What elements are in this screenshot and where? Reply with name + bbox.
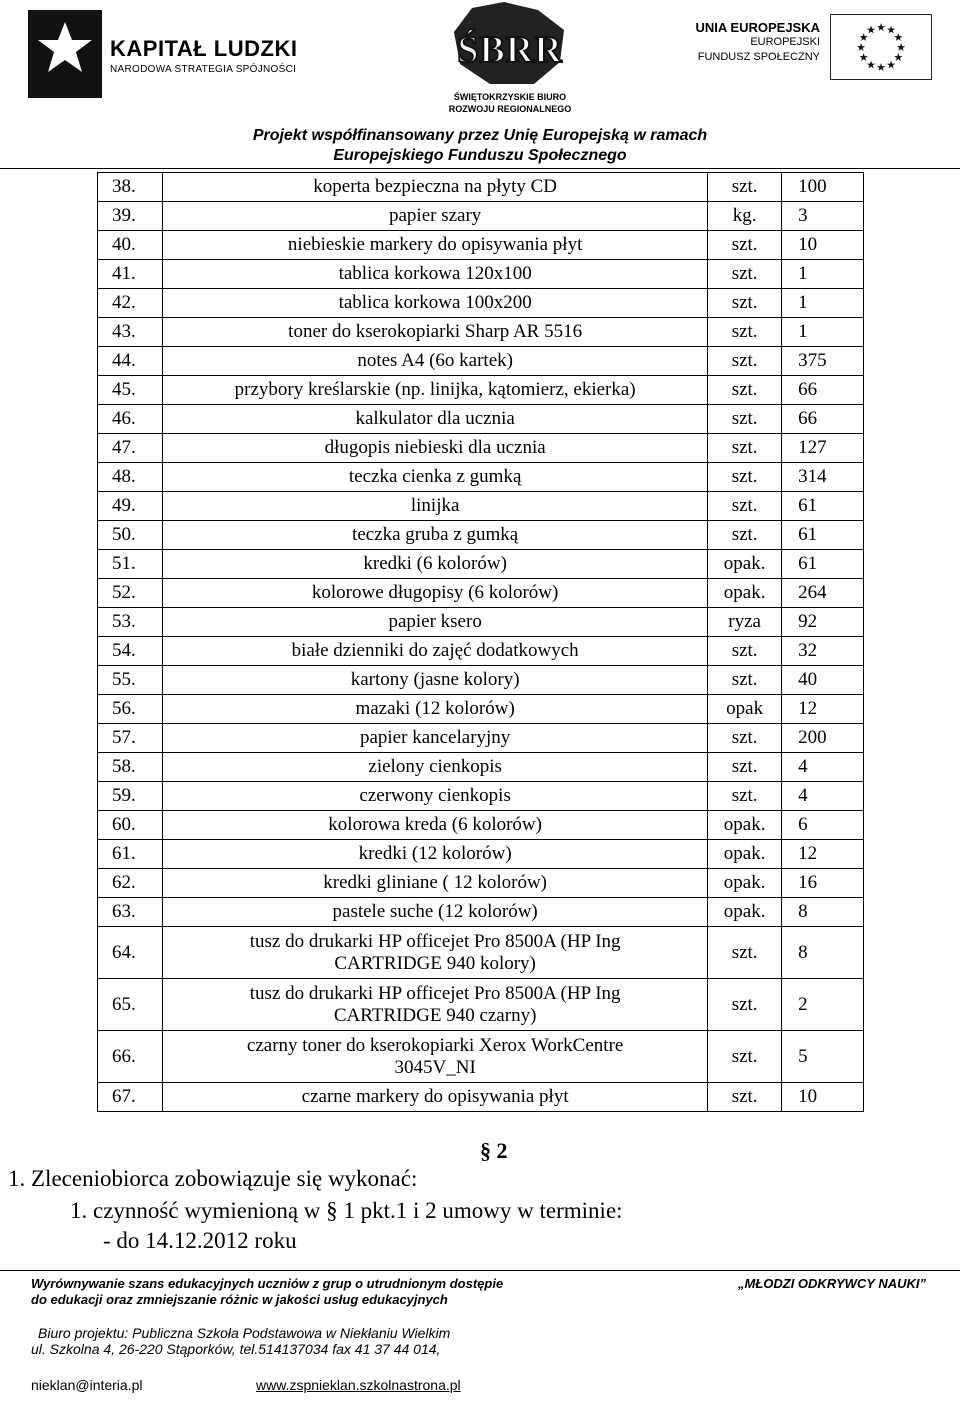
table-row	[98, 202, 864, 231]
footer-project-name: „MŁODZI ODKRYWCY NAUKI”	[738, 1276, 927, 1291]
kapital-ludzki-logo	[28, 4, 318, 100]
item-name: papier kancelaryjny	[163, 724, 708, 753]
item-number: 55.	[98, 666, 163, 695]
item-name: kredki (6 kolorów)	[163, 550, 708, 579]
item-name: teczka cienka z gumką	[163, 463, 708, 492]
table-row	[98, 637, 864, 666]
table-row	[98, 289, 864, 318]
item-number: 39.	[98, 202, 163, 231]
eu-star-icon: ★	[856, 42, 866, 54]
item-unit: szt.	[708, 666, 782, 695]
item-number: 52.	[98, 579, 163, 608]
table-row	[98, 492, 864, 521]
project-cofinanced-line1: Projekt współfinansowany przez Unię Europejską w ramach	[252, 127, 708, 144]
eu-line3: FUNDUSZ SPOŁECZNY	[697, 51, 820, 63]
item-quantity: 10	[782, 231, 864, 260]
eu-star-icon: ★	[896, 42, 906, 54]
obligation-item: 1. czynność wymienioną w § 1 pkt.1 i 2 umowy w terminie:	[70, 1198, 623, 1223]
item-name: papier szary	[163, 202, 708, 231]
item-name: notes A4 (6o kartek)	[163, 347, 708, 376]
table-row	[98, 811, 864, 840]
item-number: 67.	[98, 1083, 163, 1112]
item-quantity: 61	[782, 492, 864, 521]
footer-address-line: ul. Szkolna 4, 26-220 Stąporków, tel.514137034 fax 41 37 44 014,	[31, 1341, 441, 1357]
item-number: 56.	[98, 695, 163, 724]
table-row	[98, 260, 864, 289]
eu-logo-text	[696, 20, 820, 65]
item-unit: szt.	[708, 1083, 782, 1112]
item-number: 42.	[98, 289, 163, 318]
item-unit: szt.	[708, 782, 782, 811]
table-row	[98, 318, 864, 347]
item-quantity: 16	[782, 869, 864, 898]
table-row	[98, 695, 864, 724]
eu-logo	[695, 14, 932, 80]
table-row	[98, 927, 864, 979]
eu-star-icon: ★	[886, 24, 896, 37]
footer-email[interactable]: nieklan@interia.pl	[31, 1377, 143, 1393]
item-quantity: 12	[782, 840, 864, 869]
item-quantity: 61	[782, 521, 864, 550]
eu-star-icon: ★	[876, 22, 886, 34]
item-name	[163, 927, 708, 979]
item-number: 58.	[98, 753, 163, 782]
item-unit: szt.	[708, 979, 782, 1031]
item-quantity: 375	[782, 347, 864, 376]
item-name: kredki (12 kolorów)	[163, 840, 708, 869]
sbrr-wordmark: ŚBRR	[457, 29, 563, 71]
item-quantity: 200	[782, 724, 864, 753]
item-unit: opak.	[708, 811, 782, 840]
footer-divider	[0, 1270, 960, 1271]
item-unit: szt.	[708, 753, 782, 782]
item-number: 50.	[98, 521, 163, 550]
item-number: 63.	[98, 898, 163, 927]
table-row	[98, 550, 864, 579]
table-row	[98, 782, 864, 811]
paragraph-heading: § 2	[480, 1138, 508, 1163]
item-number: 43.	[98, 318, 163, 347]
table-row	[98, 521, 864, 550]
item-name-line1: tusz do drukarki HP officejet Pro 8500A (HP Ing	[249, 982, 621, 1004]
item-number: 40.	[98, 231, 163, 260]
item-name	[163, 979, 708, 1031]
item-name: kolorowa kreda (6 kolorów)	[163, 811, 708, 840]
item-unit: kg.	[708, 202, 782, 231]
table-row	[98, 463, 864, 492]
item-name-line2: 3045V_NI	[394, 1056, 476, 1078]
table-row	[98, 579, 864, 608]
table-row	[98, 376, 864, 405]
table-row	[98, 1083, 864, 1112]
table-row	[98, 753, 864, 782]
item-number: 65.	[98, 979, 163, 1031]
item-quantity: 8	[782, 898, 864, 927]
table-row	[98, 608, 864, 637]
item-quantity: 4	[782, 782, 864, 811]
eu-line1: UNIA EUROPEJSKA	[695, 20, 820, 35]
item-unit: opak.	[708, 550, 782, 579]
project-cofinanced-line2: Europejskiego Funduszu Społecznego	[333, 147, 627, 164]
item-name: niebieskie markery do opisywania płyt	[163, 231, 708, 260]
header-divider	[0, 168, 960, 169]
item-number: 57.	[98, 724, 163, 753]
item-name-line1: tusz do drukarki HP officejet Pro 8500A (HP Ing	[249, 930, 621, 952]
item-number: 46.	[98, 405, 163, 434]
item-number: 62.	[98, 869, 163, 898]
item-unit: opak.	[708, 840, 782, 869]
item-quantity: 1	[782, 260, 864, 289]
item-unit: szt.	[708, 724, 782, 753]
table-row	[98, 347, 864, 376]
item-quantity: 66	[782, 376, 864, 405]
item-number: 54.	[98, 637, 163, 666]
table-row	[98, 724, 864, 753]
item-number: 66.	[98, 1031, 163, 1083]
table-row	[98, 231, 864, 260]
item-number: 44.	[98, 347, 163, 376]
item-name: tablica korkowa 120x100	[163, 260, 708, 289]
item-unit: szt.	[708, 231, 782, 260]
item-name: linijka	[163, 492, 708, 521]
item-unit: szt.	[708, 347, 782, 376]
eu-star-icon: ★	[858, 52, 869, 64]
table-row	[98, 405, 864, 434]
item-name: kredki gliniane ( 12 kolorów)	[163, 869, 708, 898]
item-unit: szt.	[708, 1031, 782, 1083]
item-number: 41.	[98, 260, 163, 289]
item-quantity: 8	[782, 927, 864, 979]
eu-star-icon: ★	[893, 32, 904, 44]
item-unit: szt.	[708, 927, 782, 979]
footer-office-line: Biuro projektu: Publiczna Szkoła Podstawowa w Niekłaniu Wielkim	[38, 1325, 451, 1341]
table-row	[98, 1031, 864, 1083]
item-quantity: 264	[782, 579, 864, 608]
item-name: czarne markery do opisywania płyt	[163, 1083, 708, 1112]
item-name: przybory kreślarskie (np. linijka, kątomierz, ekierka)	[163, 376, 708, 405]
obligation-line: 1. Zleceniobiorca zobowiązuje się wykonać:	[8, 1166, 418, 1191]
item-quantity: 4	[782, 753, 864, 782]
item-number: 59.	[98, 782, 163, 811]
item-name: tablica korkowa 100x200	[163, 289, 708, 318]
item-quantity: 127	[782, 434, 864, 463]
item-number: 51.	[98, 550, 163, 579]
sbrr-line1: ŚWIĘTOKRZYSKIE BIURO	[453, 92, 567, 102]
sbrr-line2: ROZWOJU REGIONALNEGO	[448, 104, 572, 114]
footer-project-title-1: Wyrównywanie szans edukacyjnych uczniów z grup o utrudnionym dostępie	[31, 1276, 504, 1291]
deadline-line: - do 14.12.2012 roku	[103, 1228, 297, 1253]
item-unit: szt.	[708, 376, 782, 405]
item-number: 49.	[98, 492, 163, 521]
item-number: 64.	[98, 927, 163, 979]
item-quantity: 5	[782, 1031, 864, 1083]
item-name	[163, 1031, 708, 1083]
table-row	[98, 173, 864, 202]
item-quantity: 61	[782, 550, 864, 579]
item-number: 61.	[98, 840, 163, 869]
item-quantity: 100	[782, 173, 864, 202]
item-quantity: 1	[782, 289, 864, 318]
table-row	[98, 898, 864, 927]
item-quantity: 32	[782, 637, 864, 666]
item-unit: szt.	[708, 318, 782, 347]
item-unit: opak.	[708, 898, 782, 927]
item-unit: szt.	[708, 434, 782, 463]
item-unit: szt.	[708, 492, 782, 521]
item-name: mazaki (12 kolorów)	[163, 695, 708, 724]
item-quantity: 66	[782, 405, 864, 434]
item-name: teczka gruba z gumką	[163, 521, 708, 550]
item-name-line2: CARTRIDGE 940 czarny)	[333, 1004, 537, 1026]
item-name: papier ksero	[163, 608, 708, 637]
item-quantity: 6	[782, 811, 864, 840]
table-row	[98, 840, 864, 869]
item-unit: szt.	[708, 289, 782, 318]
item-number: 47.	[98, 434, 163, 463]
item-unit: opak.	[708, 579, 782, 608]
item-name: kolorowe długopisy (6 kolorów)	[163, 579, 708, 608]
eu-star-icon: ★	[876, 62, 886, 74]
item-number: 48.	[98, 463, 163, 492]
item-unit: opak	[708, 695, 782, 724]
item-unit: opak.	[708, 869, 782, 898]
item-quantity: 2	[782, 979, 864, 1031]
item-number: 38.	[98, 173, 163, 202]
item-quantity: 40	[782, 666, 864, 695]
eu-star-icon: ★	[858, 32, 869, 44]
item-name: toner do kserokopiarki Sharp AR 5516	[163, 318, 708, 347]
item-quantity: 3	[782, 202, 864, 231]
eu-star-icon: ★	[893, 52, 904, 64]
footer-website-link[interactable]: www.zspnieklan.szkolnastrona.pl	[256, 1377, 461, 1393]
table-row	[98, 434, 864, 463]
kapital-ludzki-subtitle: NARODOWA STRATEGIA SPÓJNOŚCI	[110, 64, 297, 75]
item-name-line1: czarny toner do kserokopiarki Xerox WorkCentre	[246, 1034, 624, 1056]
item-unit: szt.	[708, 521, 782, 550]
eu-star-icon: ★	[866, 59, 876, 72]
item-unit: szt.	[708, 260, 782, 289]
item-number: 45.	[98, 376, 163, 405]
supplies-table	[97, 172, 864, 1112]
item-number: 53.	[98, 608, 163, 637]
item-unit: szt.	[708, 463, 782, 492]
footer-project-title-2: do edukacji oraz zmniejszanie różnic w jakości usług edukacyjnych	[31, 1292, 448, 1307]
eu-star-icon: ★	[886, 59, 896, 72]
item-name: kartony (jasne kolory)	[163, 666, 708, 695]
item-name: pastele suche (12 kolorów)	[163, 898, 708, 927]
item-name: białe dzienniki do zajęć dodatkowych	[163, 637, 708, 666]
item-unit: ryza	[708, 608, 782, 637]
item-name: zielony cienkopis	[163, 753, 708, 782]
item-unit: szt.	[708, 405, 782, 434]
item-name: koperta bezpieczna na płyty CD	[163, 173, 708, 202]
item-quantity: 314	[782, 463, 864, 492]
eu-flag-icon	[830, 14, 932, 80]
kapital-ludzki-emblem-icon	[28, 10, 102, 98]
item-quantity: 10	[782, 1083, 864, 1112]
item-name: kalkulator dla ucznia	[163, 405, 708, 434]
item-number: 60.	[98, 811, 163, 840]
sbrr-logo	[430, 0, 590, 122]
item-quantity: 92	[782, 608, 864, 637]
item-name: długopis niebieski dla ucznia	[163, 434, 708, 463]
eu-line2: EUROPEJSKI	[750, 36, 820, 48]
table-row	[98, 979, 864, 1031]
item-unit: szt.	[708, 637, 782, 666]
item-quantity: 12	[782, 695, 864, 724]
table-row	[98, 869, 864, 898]
table-row	[98, 666, 864, 695]
eu-star-icon: ★	[866, 24, 876, 37]
item-name: czerwony cienkopis	[163, 782, 708, 811]
item-quantity: 1	[782, 318, 864, 347]
item-unit: szt.	[708, 173, 782, 202]
kapital-ludzki-title: KAPITAŁ LUDZKI	[110, 36, 298, 61]
item-name-line2: CARTRIDGE 940 kolory)	[334, 952, 536, 974]
